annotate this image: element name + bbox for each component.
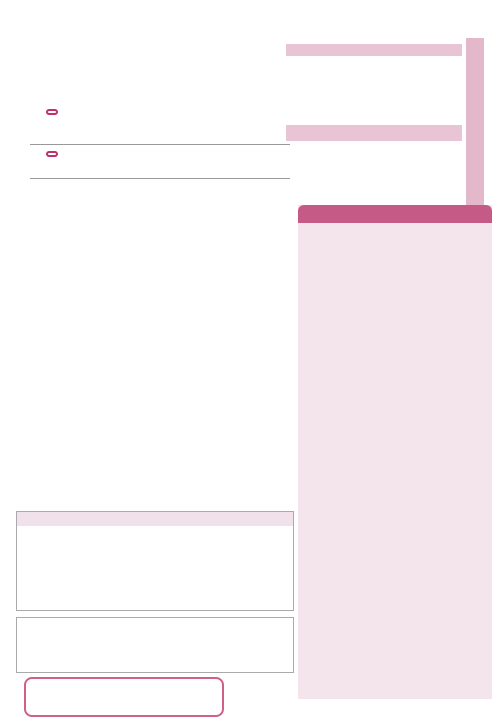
holiday-window-box [16,511,294,611]
accidents-sub [286,141,462,151]
consultation-header [298,205,492,223]
population-header [286,44,462,56]
feature-badge-2 [46,151,58,157]
kokoro-hotline-box [16,617,294,673]
feature-badge-1 [46,109,58,115]
population-box [286,44,462,112]
accidents-box [286,125,462,151]
accidents-header [286,125,462,141]
kokoro-intro [17,618,293,624]
generic-drug-banner [24,677,224,717]
consultation-corner [298,205,492,699]
